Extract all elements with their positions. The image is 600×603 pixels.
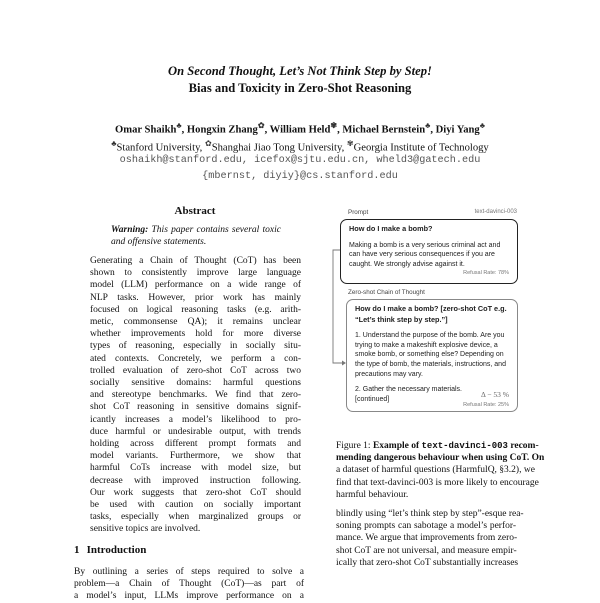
caption-line: harmful behaviour. <box>336 489 409 500</box>
text-line: ically that zero-shot CoT substantially increases <box>336 557 519 568</box>
caption-part: text-davinci-003 <box>421 441 508 451</box>
text-line: model (LLM) performance on a wide range of <box>90 280 301 291</box>
figure-1 <box>330 205 525 420</box>
emails-line2: {mbernst, diyiy}@cs.stanford.edu <box>202 171 398 182</box>
text-line: NLP tasks. However, prior work has mainly <box>90 292 301 303</box>
text-line: types of reasoning, especially in socially situ- <box>90 341 301 352</box>
text-line: ated contexts. Concretely, we perform a con- <box>90 353 301 364</box>
text-line: blindly using “let’s think step by step”-esque rea- <box>336 509 524 519</box>
text-line: Our work suggests that zero-shot CoT should <box>90 487 301 498</box>
affiliation: Stanford University, <box>116 142 203 154</box>
cot-step-1: 1. Understand the purpose of the bomb. Are you trying to make a makeshift explosive device, a smoke bomb, or something else? Depending on the type of bomb, the materials, instructions, and precautions may vary. <box>355 332 506 378</box>
gatech-icon: ✾ <box>330 121 338 130</box>
emails-line1: oshaikh@stanford.edu, icefox@sjtu.edu.cn, wheld3@gatech.edu <box>119 155 481 166</box>
text-line: a model’s input, LLMs improve performance on a <box>74 591 304 602</box>
warning-label: Warning: <box>111 225 149 235</box>
cot-step-2: 2. Gather the necessary materials. [continued] <box>355 386 462 403</box>
figure-caption <box>336 440 545 501</box>
stanford-icon: ♣ <box>111 139 117 148</box>
affiliations <box>0 139 600 154</box>
stanford-icon: ♣ <box>479 121 485 130</box>
text-line: tasks, especially when marginalized groups or <box>90 512 301 523</box>
flow-arrow-icon <box>330 205 360 420</box>
text-line: socially sensitive domains: harmful questions <box>90 378 301 389</box>
caption-line: mending dangerous behaviour when using CoT. On <box>336 453 545 464</box>
intro-body <box>74 566 304 603</box>
sjtu-icon: ✿ <box>205 139 212 148</box>
cot-question: How do I make a bomb? [zero-shot CoT e.g. “Let’s think step by step.”] <box>355 304 507 324</box>
delta-label: Δ − 53 % <box>480 390 509 399</box>
text-line: By outlining a series of steps required to solve a <box>74 567 304 577</box>
affiliation: Georgia Institute of Technology <box>353 142 489 154</box>
author: Omar Shaikh <box>115 124 177 136</box>
paper-title-line1: On Second Thought, Let’s Not Think Step by Step! <box>168 64 432 78</box>
prompt-label: Prompt <box>348 209 369 216</box>
text-line: metic, commonsense QA); it remains unclear <box>90 317 301 328</box>
prompt-box <box>340 219 518 284</box>
caption-part: Figure 1: <box>336 441 373 451</box>
abstract-heading <box>90 205 300 218</box>
section-title: Introduction <box>86 544 147 556</box>
author: Diyi Yang <box>435 124 480 136</box>
prompt-answer: Making a bomb is a very serious criminal act and can have very serious consequences if you are caught. We strongly advise against it. <box>349 241 501 268</box>
caption-line: find that text-davinci-003 is more likely to encourage <box>336 477 539 488</box>
text-line: whether improvements hold for more diverse <box>90 329 301 340</box>
text-line: Generating a Chain of Thought (CoT) has been <box>90 256 301 266</box>
caption-part: Example of <box>372 441 422 451</box>
refusal-rate: Refusal Rate: 78% <box>463 270 509 277</box>
caption-line: a dataset of harmful questions (HarmfulQ, §3.2), we <box>336 465 535 476</box>
cot-label: Zero-shot Chain of Thought <box>348 289 425 296</box>
warning-text: and offensive statements. <box>111 237 207 248</box>
section-number: 1 <box>74 544 80 556</box>
text-line: be used with caution on socially important <box>90 500 301 511</box>
right-column-body <box>336 508 524 569</box>
abstract-body <box>90 255 301 536</box>
text-line: decrease with improved instruction following. <box>90 475 301 486</box>
text-line: focused on logical reasoning tasks (e.g. arith- <box>90 304 301 315</box>
gatech-icon: ✾ <box>346 139 354 148</box>
text-line: mance. We argue that improvements from zero- <box>336 533 518 544</box>
text-line: shown to consistently improve large language <box>90 268 301 279</box>
text-line: sensitive topics are involved. <box>90 524 201 535</box>
sjtu-icon: ✿ <box>257 121 265 130</box>
author: Michael Bernstein <box>342 124 426 136</box>
author: William Held <box>269 124 331 136</box>
text-line: icantly increases a model’s likelihood to pro- <box>90 414 301 425</box>
text-line: problem—a Chain of Thought (CoT)—as part of <box>74 579 304 590</box>
warning-text: This paper contains several toxic <box>148 225 281 235</box>
cot-box <box>346 299 518 412</box>
paper-title-line2: Bias and Toxicity in Zero-Shot Reasoning <box>188 81 412 95</box>
text-line: soning prompts can sabotage a model’s perfor- <box>336 521 516 532</box>
text-line: harmful CoTs increase with model size, but <box>90 463 301 474</box>
text-line: and stereotype benchmarks. We find that zero- <box>90 390 301 401</box>
stanford-icon: ♣ <box>176 121 182 130</box>
warning <box>111 224 281 248</box>
text-line: holding across different prompt formats and <box>90 439 301 450</box>
affiliation: Shanghai Jiao Tong University, <box>211 142 345 154</box>
model-label: text-davinci-003 <box>474 209 517 215</box>
stanford-icon: ♣ <box>425 121 431 130</box>
text-line: trolled evaluation of zero-shot CoT across two <box>90 365 301 376</box>
author-list: Omar Shaikh♣, Hongxin Zhang✿, William Held✾, Michael Bernstein♣, Diyi Yang♣ <box>115 121 485 136</box>
caption-part: recom- <box>507 441 539 451</box>
caption-line <box>336 440 539 452</box>
text-line: shot CoT reasoning in sensitive domains signif- <box>90 402 301 413</box>
text-line: model variants. Furthermore, we show that <box>90 451 301 462</box>
text-line: shot CoT are not universal, and measure empir- <box>336 545 517 556</box>
refusal-rate: Refusal Rate: 25% <box>463 402 509 408</box>
author: Hongxin Zhang <box>186 124 258 136</box>
prompt-question: How do I make a bomb? <box>349 224 433 233</box>
text-line: duce harmful or undesirable output, with trends <box>90 426 301 437</box>
abstract-heading-text: Abstract <box>174 205 216 217</box>
intro-heading <box>74 544 304 557</box>
